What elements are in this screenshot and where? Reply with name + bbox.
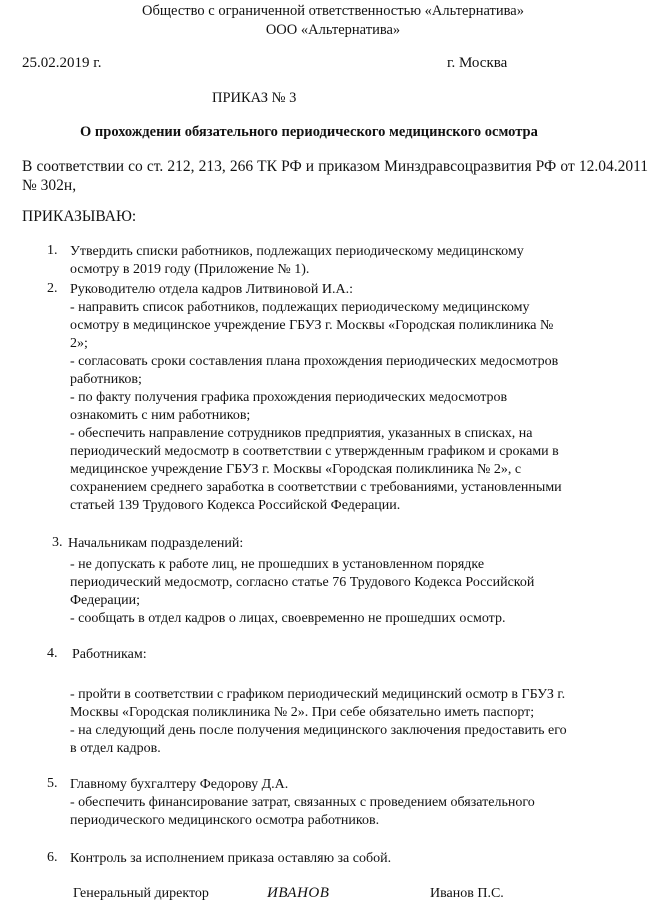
item-5-line: - обеспечить финансирование затрат, связанных с проведением обязательного (70, 795, 535, 810)
order-title: ПРИКАЗ № 3 (212, 90, 297, 106)
item-4-line: в отдел кадров. (70, 741, 161, 756)
prikazyvayu-heading: ПРИКАЗЫВАЮ: (22, 208, 137, 225)
signature-name: Иванов П.С. (430, 886, 504, 901)
item-4-heading: Работникам: (72, 647, 147, 662)
item-4-text (70, 686, 567, 758)
item-2-line: ознакомить с ним работников; (70, 408, 251, 423)
order-date: 25.02.2019 г. (22, 55, 102, 71)
item-2-line: сохранением среднего заработка в соответствии с требованиями, установленными (70, 480, 562, 495)
signature-handwritten: ИВАНОВ (267, 885, 330, 901)
item-2-line: работников; (70, 372, 142, 387)
item-1-text (70, 243, 524, 279)
item-2-text (70, 281, 562, 515)
org-full-name: Общество с ограниченной ответственностью «Альтернатива» (142, 3, 524, 19)
signature-position: Генеральный директор (73, 886, 209, 901)
item-2-line: 2»; (70, 336, 88, 351)
order-preamble: В соответствии со ст. 212, 213, 266 ТК РФ и приказом Минздравсоцразвития РФ от 12.04.2011 № 302н, (22, 158, 648, 194)
item-2-number: 2. (47, 281, 58, 296)
item-2-line: периодический медосмотр в соответствии с утвержденным графиком и сроками в (70, 444, 559, 459)
item-4-number: 4. (47, 646, 58, 661)
item-5-number: 5. (47, 776, 58, 791)
order-city: г. Москва (447, 55, 508, 71)
item-6-text (70, 850, 391, 868)
item-2-line: - обеспечить направление сотрудников предприятия, указанных в списках, на (70, 426, 533, 441)
item-6-line: Контроль за исполнением приказа оставляю за собой. (70, 851, 392, 866)
order-subject: О прохождении обязательного периодического медицинского осмотра (80, 124, 538, 140)
item-4-line: - на следующий день после получения медицинского заключения предоставить его (70, 723, 567, 738)
item-4-line: Москвы «Городская поликлиника № 2». При себе обязательно иметь паспорт; (70, 705, 535, 720)
item-6-number: 6. (47, 850, 58, 865)
item-2-line: Руководителю отдела кадров Литвиновой И.А.: (70, 282, 354, 297)
item-3-text (70, 556, 534, 628)
item-4-line: - пройти в соответствии с графиком периодический медицинский осмотр в ГБУЗ г. (70, 687, 566, 702)
item-1-line: Утвердить списки работников, подлежащих периодическому медицинскому (70, 244, 524, 259)
org-short-name: ООО «Альтернатива» (265, 22, 401, 38)
item-5-line: Главному бухгалтеру Федорову Д.А. (70, 777, 289, 792)
item-2-line: осмотру в медицинское учреждение ГБУЗ г. Москвы «Городская поликлиника № (70, 318, 554, 333)
item-1-line: осмотру в 2019 году (Приложение № 1). (70, 262, 310, 277)
item-5-line: периодического медицинского осмотра работников. (70, 813, 380, 828)
item-3-heading: Начальникам подразделений: (68, 536, 244, 551)
item-5-text (70, 776, 535, 830)
item-2-line: - по факту получения графика прохождения периодических медосмотров (70, 390, 508, 405)
item-2-line: - направить список работников, подлежащих периодическому медицинскому (70, 300, 530, 315)
item-3-number: 3. (52, 535, 63, 550)
item-3-line: - сообщать в отдел кадров о лицах, своевременно не прошедших осмотр. (70, 611, 506, 626)
item-3-line: периодический медосмотр, согласно статье 76 Трудового Кодекса Российской (70, 575, 535, 590)
item-2-line: медицинское учреждение ГБУЗ г. Москвы «Городская поликлиника № 2», с (70, 462, 522, 477)
item-2-line: статьей 139 Трудового Кодекса Российской Федерации. (70, 498, 401, 513)
item-3-line: - не допускать к работе лиц, не прошедших в установленном порядке (70, 557, 485, 572)
item-1-number: 1. (47, 243, 58, 258)
item-2-line: - согласовать сроки составления плана прохождения периодических медосмотров (70, 354, 559, 369)
item-3-line: Федерации; (70, 593, 141, 608)
